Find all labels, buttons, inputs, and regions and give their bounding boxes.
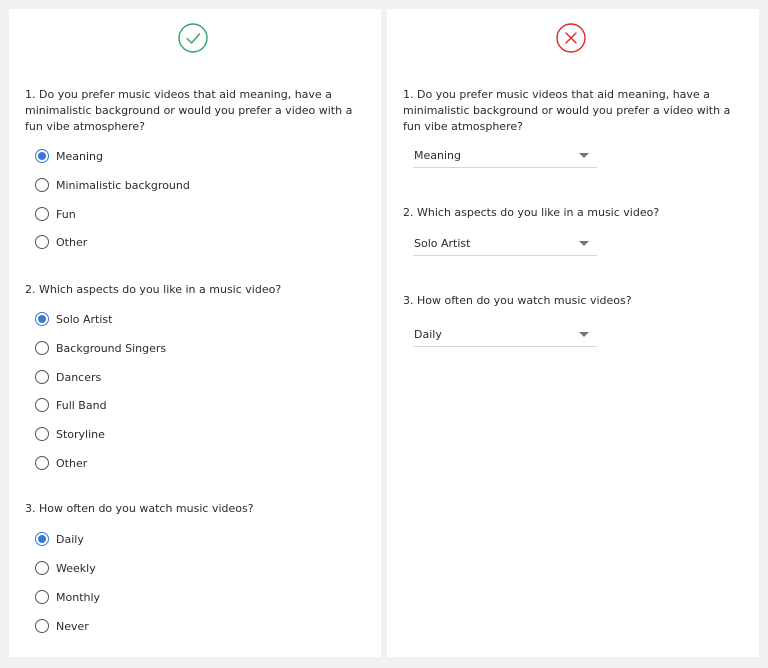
radio-option-minimalistic-background[interactable]: [35, 175, 190, 195]
radio-option-storyline[interactable]: [35, 424, 105, 444]
option-label: Fun: [56, 207, 76, 221]
question-3-text: 3. How often do you watch music videos?: [25, 502, 254, 515]
option-label: Solo Artist: [56, 312, 113, 326]
dropdown-value: Meaning: [414, 149, 461, 162]
chevron-down-icon: [579, 241, 589, 246]
question-1-dropdown[interactable]: [413, 144, 597, 168]
radio-button-checked[interactable]: [35, 149, 49, 163]
radio-option-solo-artist[interactable]: [35, 309, 112, 329]
option-label: Monthly: [56, 590, 101, 604]
radio-button[interactable]: [35, 561, 49, 575]
radio-button-checked[interactable]: [35, 532, 49, 546]
correct-example-panel: [9, 9, 381, 657]
radio-button[interactable]: [35, 590, 49, 604]
question-2-text: 2. Which aspects do you like in a music video?: [403, 206, 660, 219]
option-label: Background Singers: [56, 341, 167, 355]
radio-button-checked[interactable]: [35, 312, 49, 326]
option-label: Dancers: [56, 370, 102, 384]
option-label: Meaning: [56, 149, 103, 163]
radio-option-monthly[interactable]: [35, 587, 100, 607]
radio-option-weekly[interactable]: [35, 558, 96, 578]
check-circle-icon: [177, 22, 209, 54]
radio-button[interactable]: [35, 398, 49, 412]
option-label: Weekly: [56, 561, 96, 575]
radio-option-fun[interactable]: [35, 204, 76, 224]
question-2-dropdown[interactable]: [413, 232, 597, 256]
option-label: Full Band: [56, 398, 107, 412]
chevron-down-icon: [579, 332, 589, 337]
question-3-text: 3. How often do you watch music videos?: [403, 294, 632, 307]
option-label: Minimalistic background: [56, 178, 190, 192]
radio-option-dancers[interactable]: [35, 367, 101, 387]
radio-option-full-band[interactable]: [35, 395, 107, 415]
incorrect-example-panel: [387, 9, 759, 657]
radio-button[interactable]: [35, 370, 49, 384]
option-label: Never: [56, 619, 89, 633]
radio-button[interactable]: [35, 235, 49, 249]
radio-option-meaning[interactable]: [35, 146, 103, 166]
radio-button[interactable]: [35, 178, 49, 192]
radio-option-other[interactable]: [35, 453, 87, 473]
radio-button[interactable]: [35, 341, 49, 355]
radio-button[interactable]: [35, 456, 49, 470]
radio-option-other[interactable]: [35, 232, 87, 252]
radio-option-background-singers[interactable]: [35, 338, 166, 358]
radio-button[interactable]: [35, 427, 49, 441]
radio-option-daily[interactable]: [35, 529, 84, 549]
radio-button[interactable]: [35, 207, 49, 221]
option-label: Daily: [56, 532, 84, 546]
radio-button[interactable]: [35, 619, 49, 633]
question-1-text: 1. Do you prefer music videos that aid meaning, have a minimalistic background or would you prefer a video with a fun vibe atmosphere?: [403, 88, 731, 133]
option-label: Other: [56, 235, 88, 249]
question-2-text: 2. Which aspects do you like in a music video?: [25, 283, 282, 296]
chevron-down-icon: [579, 153, 589, 158]
question-1-text: 1. Do you prefer music videos that aid meaning, have a minimalistic background or would you prefer a video with a fun vibe atmosphere?: [25, 88, 353, 133]
question-3-dropdown[interactable]: [413, 323, 597, 347]
dropdown-value: Solo Artist: [414, 237, 471, 250]
option-label: Other: [56, 456, 88, 470]
option-label: Storyline: [56, 427, 105, 441]
dropdown-value: Daily: [414, 328, 442, 341]
radio-option-never[interactable]: [35, 616, 89, 636]
x-circle-icon: [555, 22, 587, 54]
